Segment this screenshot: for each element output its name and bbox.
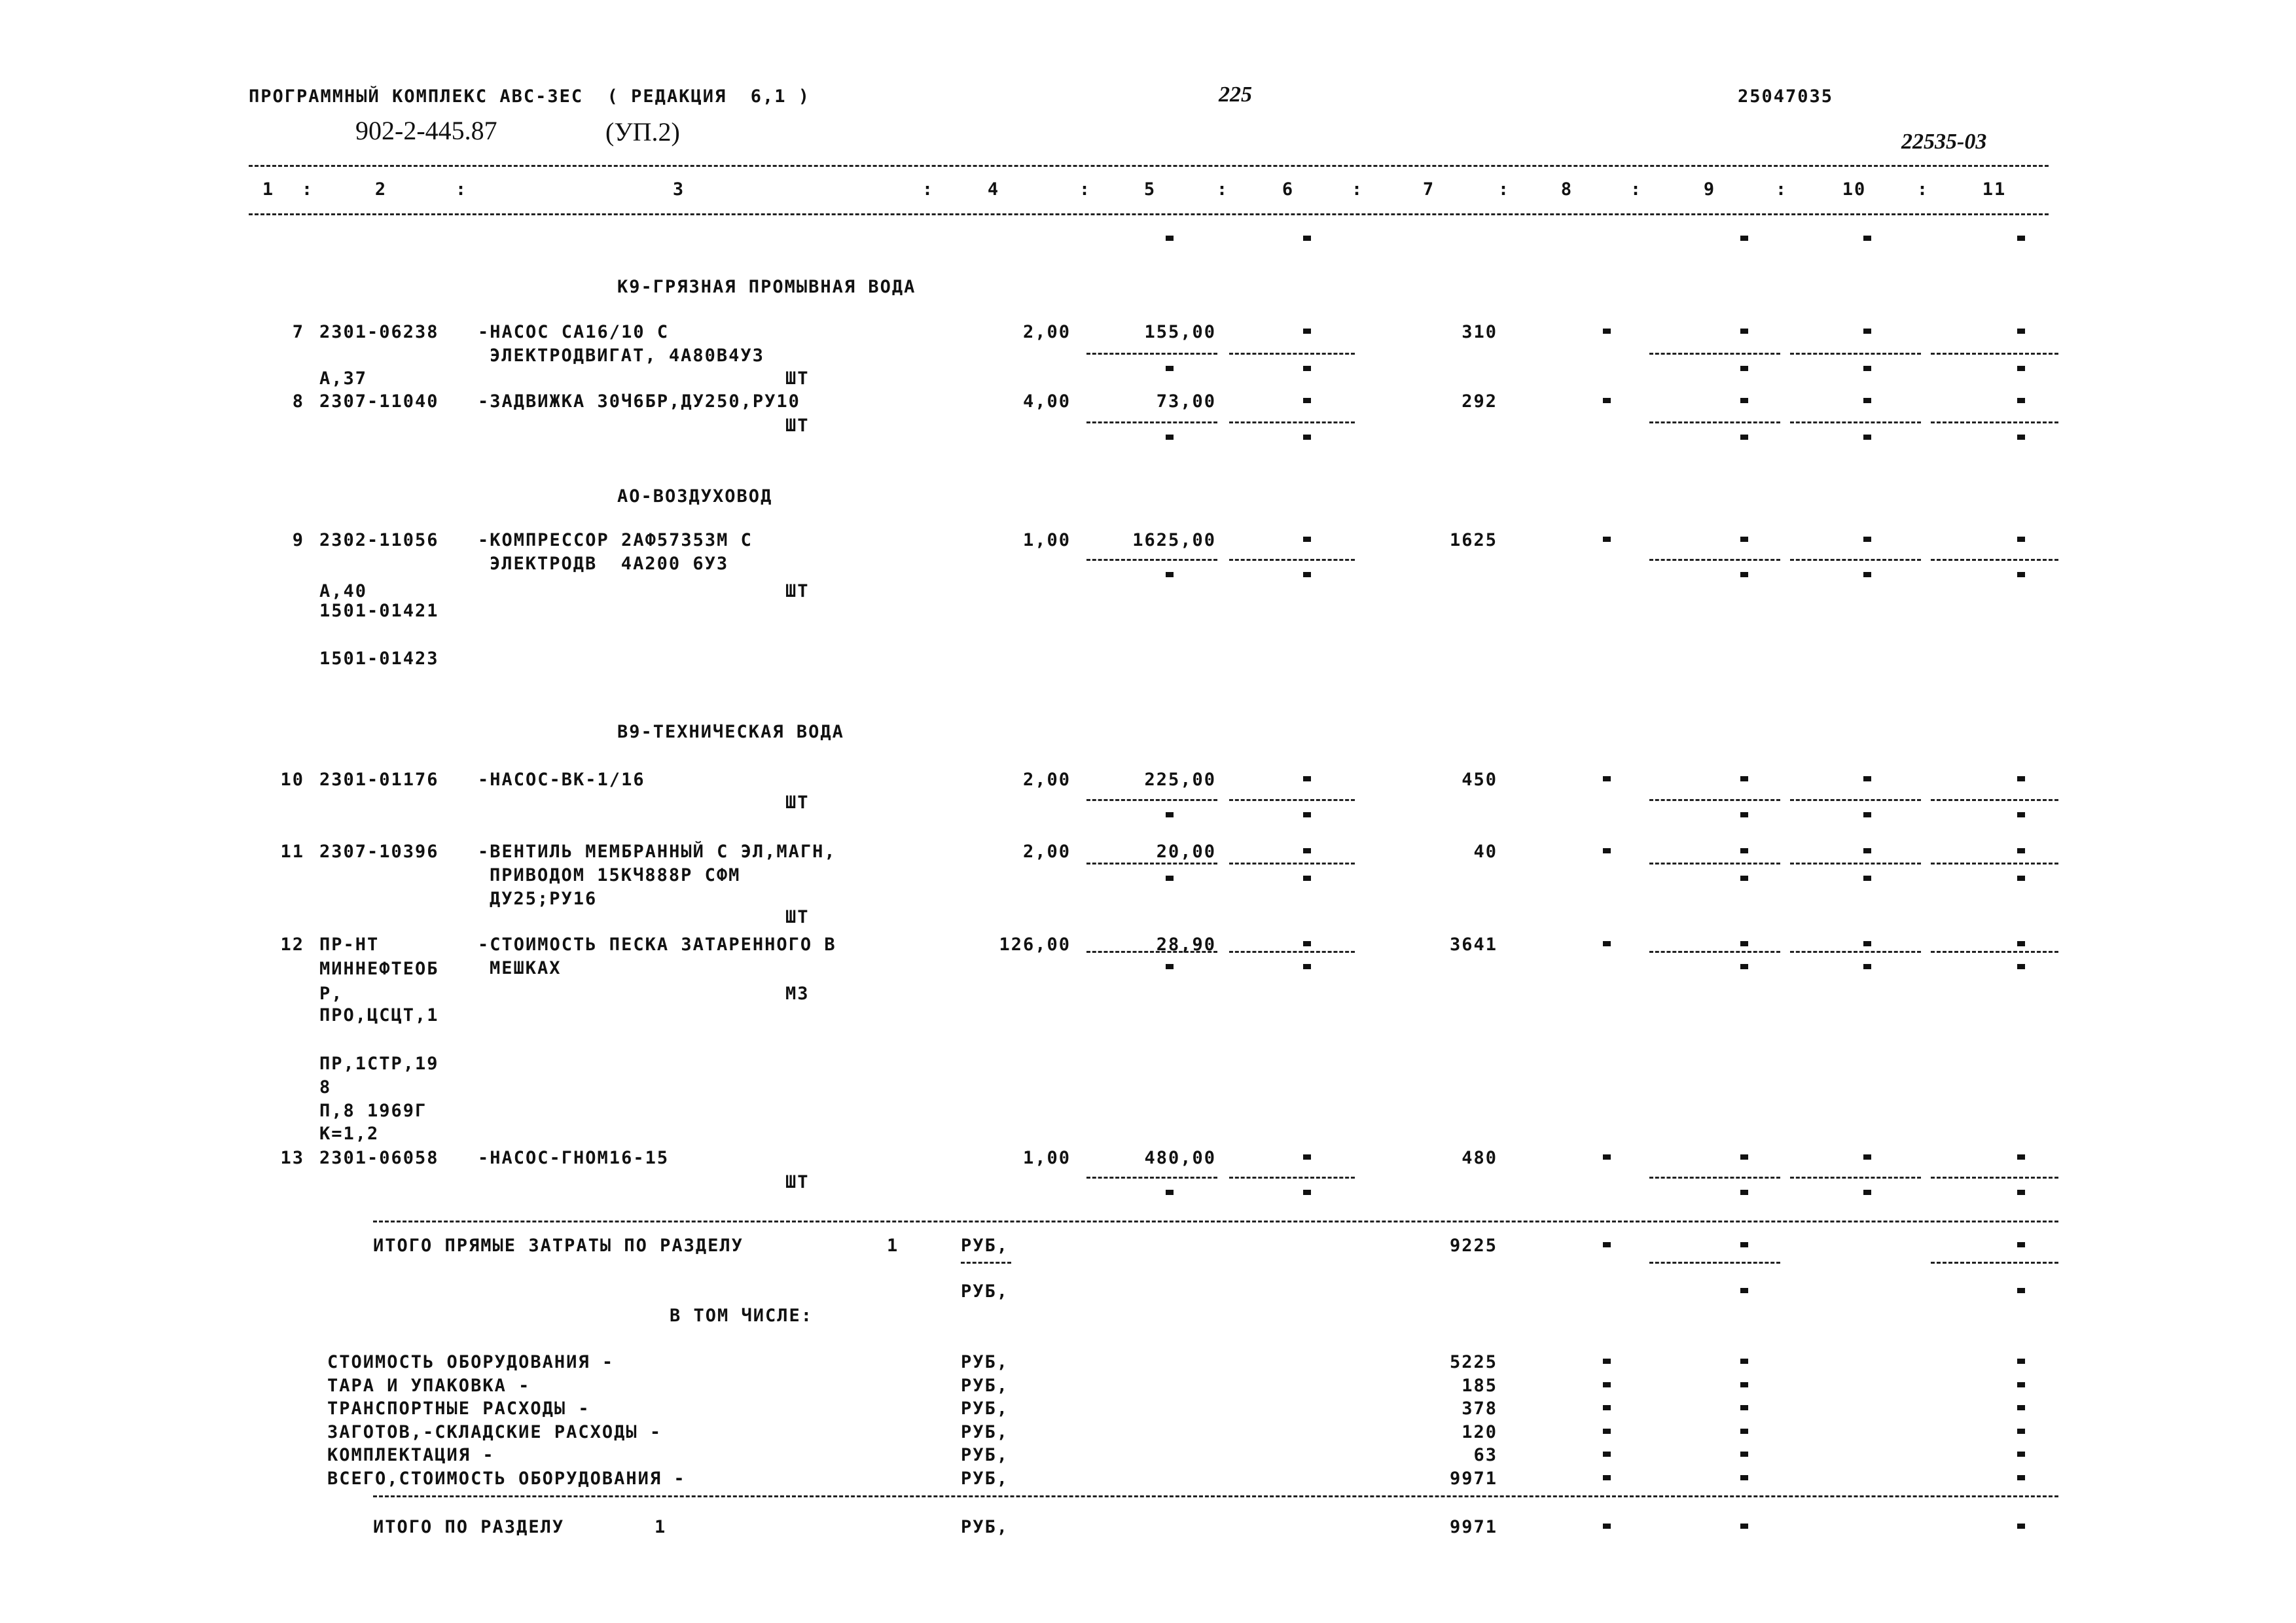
dash-mark — [1603, 1452, 1611, 1457]
breakdown-label: КОМПЛЕКТАЦИЯ - — [327, 1445, 495, 1465]
col6-underline — [1229, 559, 1355, 561]
item-price: 20,00 — [1156, 842, 1216, 862]
item-code: 2301-06058 — [319, 1148, 439, 1168]
dash-mark — [1863, 848, 1871, 853]
dash-mark — [1603, 1359, 1611, 1364]
item-total: 1625 — [1449, 530, 1498, 550]
item-note: 1501-01423 — [319, 649, 439, 669]
item-price: 1625,00 — [1132, 530, 1216, 550]
dash-mark — [2017, 1190, 2025, 1195]
item-price: 155,00 — [1144, 322, 1216, 342]
item-number: 13 — [280, 1148, 304, 1168]
dash-mark — [1740, 236, 1748, 241]
dash-mark — [1303, 329, 1311, 334]
currency: РУБ, — [961, 1236, 1009, 1256]
dash-mark — [1603, 329, 1611, 334]
direct-costs-label: ИТОГО ПРЯМЫЕ ЗАТРАТЫ ПО РАЗДЕЛУ — [373, 1236, 744, 1256]
section-heading: АО-ВОЗДУХОВОД — [617, 486, 773, 507]
dash-mark — [2017, 1154, 2025, 1160]
dash-mark — [1863, 236, 1871, 241]
item-unit: ШТ — [785, 1172, 810, 1192]
price-underline — [1086, 421, 1217, 423]
item-unit: ШТ — [785, 581, 810, 601]
column-number: 10 — [1842, 179, 1867, 200]
dash-mark — [2017, 941, 2025, 946]
item-code: 2307-10396 — [319, 842, 439, 862]
col6-underline — [1229, 799, 1355, 801]
dash-mark — [1740, 1154, 1748, 1160]
dash-mark — [1863, 329, 1871, 334]
item-price: 225,00 — [1144, 770, 1216, 790]
item-number: 9 — [292, 530, 304, 550]
item-quantity: 1,00 — [1022, 530, 1071, 550]
dash-mark — [1863, 1154, 1871, 1160]
dash-mark — [1603, 1475, 1611, 1480]
dash-mark — [1303, 366, 1311, 371]
dash-mark — [1740, 1242, 1748, 1247]
price-underline — [1086, 951, 1217, 953]
dash-mark — [1166, 964, 1174, 969]
section-heading: В9-ТЕХНИЧЕСКАЯ ВОДА — [617, 722, 844, 742]
currency: РУБ, — [961, 1281, 1009, 1302]
col10-underline — [1790, 559, 1921, 561]
col6-underline — [1229, 951, 1355, 953]
dash-mark — [1303, 941, 1311, 946]
dash-mark — [1166, 812, 1174, 817]
breakdown-label: ТАРА И УПАКОВКА - — [327, 1375, 531, 1396]
dash-mark — [1740, 1190, 1748, 1195]
item-price: 73,00 — [1156, 391, 1216, 412]
page-number: 225 — [1219, 82, 1252, 107]
dash-mark — [2017, 848, 2025, 853]
totals-rule-top — [373, 1221, 2058, 1222]
col11-underline — [1931, 863, 2058, 865]
section-heading: К9-ГРЯЗНАЯ ПРОМЫВНАЯ ВОДА — [617, 277, 916, 297]
column-number: 8 — [1560, 179, 1573, 200]
project-number: 902-2-445.87 — [355, 116, 497, 145]
dash-mark — [1740, 1452, 1748, 1457]
dash-mark — [1863, 876, 1871, 881]
dash-mark — [1740, 964, 1748, 969]
dash-mark — [1863, 435, 1871, 440]
item-unit: ШТ — [785, 416, 810, 436]
item-quantity: 4,00 — [1022, 391, 1071, 412]
breakdown-value: 5225 — [1449, 1352, 1498, 1372]
item-name: -ВЕНТИЛЬ МЕМБРАННЫЙ С ЭЛ,МАГН, — [478, 842, 836, 862]
column-number: 2 — [374, 179, 387, 200]
dash-mark — [1166, 876, 1174, 881]
column-number: 1 — [262, 179, 275, 200]
dash-mark — [2017, 537, 2025, 542]
dash-mark — [1303, 1154, 1311, 1160]
item-note: 8 — [319, 1077, 332, 1097]
item-quantity: 2,00 — [1022, 770, 1071, 790]
col9-total-underline — [1649, 1262, 1780, 1264]
dash-mark — [1303, 876, 1311, 881]
price-underline — [1086, 559, 1217, 561]
column-number: 11 — [1982, 179, 2007, 200]
item-note: П,8 1969Г — [319, 1101, 427, 1121]
dash-mark — [1603, 537, 1611, 542]
item-unit: ШТ — [785, 907, 810, 927]
currency: РУБ, — [961, 1421, 1009, 1442]
col9-underline — [1649, 353, 1780, 355]
dash-mark — [1740, 572, 1748, 577]
dash-mark — [1863, 398, 1871, 403]
price-underline — [1086, 799, 1217, 801]
item-note: ПР,1СТР,19 — [319, 1054, 439, 1074]
col11-underline — [1931, 799, 2058, 801]
breakdown-label: ЗАГОТОВ,-СКЛАДСКИЕ РАСХОДЫ - — [327, 1421, 662, 1442]
item-quantity: 1,00 — [1022, 1148, 1071, 1168]
dash-mark — [1603, 776, 1611, 781]
col10-underline — [1790, 951, 1921, 953]
column-separator: : — [922, 179, 935, 200]
item-number: 12 — [280, 935, 304, 955]
item-number: 11 — [280, 842, 304, 862]
item-name: -КОМПРЕССОР 2АФ57353М С — [478, 530, 753, 550]
dash-mark — [1863, 941, 1871, 946]
currency: РУБ, — [961, 1445, 1009, 1465]
dash-mark — [1166, 435, 1174, 440]
col11-underline — [1931, 951, 2058, 953]
breakdown-value: 378 — [1462, 1399, 1498, 1419]
totals-rule-mid — [373, 1495, 2058, 1497]
item-name: МЕШКАХ — [490, 958, 562, 978]
dash-mark — [2017, 435, 2025, 440]
breakdown-value: 185 — [1462, 1375, 1498, 1396]
item-name: ЭЛЕКТРОДВ 4А200 6У3 — [490, 554, 729, 574]
column-separator: : — [1351, 179, 1364, 200]
col6-underline — [1229, 863, 1355, 865]
dash-mark — [1303, 572, 1311, 577]
dash-mark — [2017, 1524, 2025, 1529]
price-underline — [1086, 1177, 1217, 1179]
dash-mark — [2017, 1475, 2025, 1480]
dash-mark — [1603, 398, 1611, 403]
item-total: 40 — [1473, 842, 1498, 862]
col11-underline — [1931, 353, 2058, 355]
col11-underline — [1931, 421, 2058, 423]
dash-mark — [1603, 941, 1611, 946]
col10-underline — [1790, 421, 1921, 423]
dash-mark — [1603, 1154, 1611, 1160]
dash-mark — [1863, 812, 1871, 817]
item-number: 10 — [280, 770, 304, 790]
dash-mark — [2017, 572, 2025, 577]
dash-mark — [1740, 812, 1748, 817]
col6-underline — [1229, 421, 1355, 423]
dash-mark — [1740, 366, 1748, 371]
dash-mark — [1603, 1242, 1611, 1247]
dash-mark — [2017, 236, 2025, 241]
item-unit: М3 — [785, 984, 810, 1004]
dash-mark — [1863, 366, 1871, 371]
dash-mark — [2017, 1288, 2025, 1293]
dash-mark — [1303, 398, 1311, 403]
section-total-label: ИТОГО ПО РАЗДЕЛУ — [373, 1517, 565, 1537]
dash-mark — [1740, 435, 1748, 440]
item-name: ЭЛЕКТРОДВИГАТ, 4А80В4У3 — [490, 346, 764, 366]
item-note: ПРО,ЦСЦТ,1 — [319, 1005, 439, 1026]
item-quantity: 2,00 — [1022, 842, 1071, 862]
column-number: 4 — [987, 179, 1000, 200]
dash-mark — [2017, 1382, 2025, 1387]
item-name: -НАСОС-ГНОМ16-15 — [478, 1148, 670, 1168]
dash-mark — [1740, 1429, 1748, 1434]
col6-underline — [1229, 1177, 1355, 1179]
section-number: 1 — [655, 1517, 667, 1537]
dash-mark — [1740, 1405, 1748, 1410]
currency: РУБ, — [961, 1352, 1009, 1372]
col6-underline — [1229, 353, 1355, 355]
dash-mark — [2017, 876, 2025, 881]
program-title: ПРОГРАММНЫЙ КОМПЛЕКС АВС-ЗЕС ( РЕДАКЦИЯ 6,1 ) — [249, 86, 811, 107]
item-total: 3641 — [1449, 935, 1498, 955]
column-separator: : — [1498, 179, 1511, 200]
col10-underline — [1790, 353, 1921, 355]
column-separator: : — [1079, 179, 1092, 200]
item-total: 480 — [1462, 1148, 1498, 1168]
item-unit: ШТ — [785, 793, 810, 813]
dash-mark — [1740, 1359, 1748, 1364]
dash-mark — [1863, 964, 1871, 969]
item-name: -СТОИМОСТЬ ПЕСКА ЗАТАРЕННОГО В — [478, 935, 836, 955]
dash-mark — [2017, 776, 2025, 781]
dash-mark — [2017, 366, 2025, 371]
column-separator: : — [455, 179, 468, 200]
currency: РУБ, — [961, 1375, 1009, 1396]
col10-underline — [1790, 863, 1921, 865]
dash-mark — [1166, 1190, 1174, 1195]
dash-mark — [1740, 329, 1748, 334]
item-number: 8 — [292, 391, 304, 412]
column-separator: : — [301, 179, 314, 200]
col9-underline — [1649, 951, 1780, 953]
dash-mark — [1303, 812, 1311, 817]
column-separator: : — [1216, 179, 1229, 200]
dash-mark — [1863, 537, 1871, 542]
section-number: 1 — [887, 1236, 899, 1256]
col9-underline — [1649, 863, 1780, 865]
column-number: 6 — [1282, 179, 1295, 200]
dash-mark — [2017, 329, 2025, 334]
dash-mark — [1863, 572, 1871, 577]
column-number: 5 — [1143, 179, 1157, 200]
item-note: МИННЕФТЕОБ — [319, 959, 439, 979]
column-separator: : — [1775, 179, 1788, 200]
col10-underline — [1790, 1177, 1921, 1179]
dash-mark — [1740, 537, 1748, 542]
column-separator: : — [1630, 179, 1643, 200]
header-rule-bottom — [249, 213, 2049, 215]
column-separator: : — [1916, 179, 1929, 200]
dash-mark — [1740, 398, 1748, 403]
col9-underline — [1649, 559, 1780, 561]
dash-mark — [2017, 964, 2025, 969]
dash-mark — [1603, 1429, 1611, 1434]
dash-mark — [1603, 1405, 1611, 1410]
item-name: -ЗАДВИЖКА 30Ч6БР,ДУ250,РУ10 — [478, 391, 800, 412]
dash-mark — [2017, 1359, 2025, 1364]
dash-mark — [1740, 941, 1748, 946]
including-label: В ТОМ ЧИСЛЕ: — [670, 1306, 814, 1326]
col9-underline — [1649, 1177, 1780, 1179]
item-unit: ШТ — [785, 368, 810, 389]
dash-mark — [1740, 1382, 1748, 1387]
item-number: 7 — [292, 322, 304, 342]
column-number: 3 — [672, 179, 685, 200]
dash-mark — [1740, 1524, 1748, 1529]
item-note: 1501-01421 — [319, 601, 439, 621]
dash-mark — [1863, 1190, 1871, 1195]
dash-mark — [1740, 1288, 1748, 1293]
document-code: 25047035 — [1738, 86, 1834, 107]
sheet-number: 22535-03 — [1901, 130, 1987, 154]
item-price: 480,00 — [1144, 1148, 1216, 1168]
section-total-value: 9971 — [1449, 1517, 1498, 1537]
column-number: 7 — [1422, 179, 1435, 200]
breakdown-label: СТОИМОСТЬ ОБОРУДОВАНИЯ - — [327, 1352, 615, 1372]
dash-mark — [1303, 1190, 1311, 1195]
col10-underline — [1790, 799, 1921, 801]
dash-mark — [1863, 776, 1871, 781]
col9-underline — [1649, 799, 1780, 801]
breakdown-value: 120 — [1462, 1421, 1498, 1442]
price-underline — [1086, 863, 1217, 865]
project-part: (УП.2) — [605, 117, 680, 147]
dash-mark — [1740, 776, 1748, 781]
dash-mark — [1303, 537, 1311, 542]
breakdown-value: 63 — [1473, 1445, 1498, 1465]
dash-mark — [1166, 236, 1174, 241]
dash-mark — [1740, 1475, 1748, 1480]
currency: РУБ, — [961, 1517, 1009, 1537]
dash-mark — [1303, 964, 1311, 969]
currency: РУБ, — [961, 1468, 1009, 1489]
price-underline — [1086, 353, 1217, 355]
item-code: 2301-06238 — [319, 322, 439, 342]
breakdown-label: ВСЕГО,СТОИМОСТЬ ОБОРУДОВАНИЯ - — [327, 1468, 686, 1489]
dash-mark — [2017, 1429, 2025, 1434]
dash-mark — [1166, 366, 1174, 371]
currency-underline — [961, 1262, 1011, 1264]
item-quantity: 2,00 — [1022, 322, 1071, 342]
dash-mark — [1303, 435, 1311, 440]
dash-mark — [1303, 236, 1311, 241]
item-note: Р, — [319, 984, 344, 1004]
dash-mark — [1740, 848, 1748, 853]
item-name: -НАСОС-ВК-1/16 — [478, 770, 645, 790]
item-code: 2307-11040 — [319, 391, 439, 412]
column-number: 9 — [1703, 179, 1716, 200]
col11-total-underline — [1931, 1262, 2058, 1264]
dash-mark — [2017, 1452, 2025, 1457]
item-name: -НАСОС СА16/10 С — [478, 322, 670, 342]
dash-mark — [1303, 776, 1311, 781]
dash-mark — [1740, 876, 1748, 881]
col11-underline — [1931, 559, 2058, 561]
col11-underline — [1931, 1177, 2058, 1179]
breakdown-label: ТРАНСПОРТНЫЕ РАСХОДЫ - — [327, 1399, 590, 1419]
dash-mark — [1303, 848, 1311, 853]
item-code: 2302-11056 — [319, 530, 439, 550]
dash-mark — [1603, 1524, 1611, 1529]
item-code: 2301-01176 — [319, 770, 439, 790]
dash-mark — [2017, 1405, 2025, 1410]
dash-mark — [2017, 812, 2025, 817]
dash-mark — [1603, 1382, 1611, 1387]
header-rule-top — [249, 165, 2049, 167]
item-total: 292 — [1462, 391, 1498, 412]
currency: РУБ, — [961, 1399, 1009, 1419]
item-name: ДУ25;РУ16 — [490, 889, 598, 909]
breakdown-value: 9971 — [1449, 1468, 1498, 1489]
item-name: ПРИВОДОМ 15КЧ888Р СФМ — [490, 865, 741, 885]
item-total: 310 — [1462, 322, 1498, 342]
item-note: А,40 — [319, 581, 368, 601]
item-note: А,37 — [319, 368, 368, 389]
col9-underline — [1649, 421, 1780, 423]
item-quantity: 126,00 — [999, 935, 1071, 955]
dash-mark — [2017, 1242, 2025, 1247]
dash-mark — [1166, 572, 1174, 577]
dash-mark — [2017, 398, 2025, 403]
item-note: К=1,2 — [319, 1124, 380, 1144]
dash-mark — [1603, 848, 1611, 853]
item-total: 450 — [1462, 770, 1498, 790]
direct-costs-value: 9225 — [1449, 1236, 1498, 1256]
item-code: ПР-НТ — [319, 935, 380, 955]
item-price: 28,90 — [1156, 935, 1216, 955]
